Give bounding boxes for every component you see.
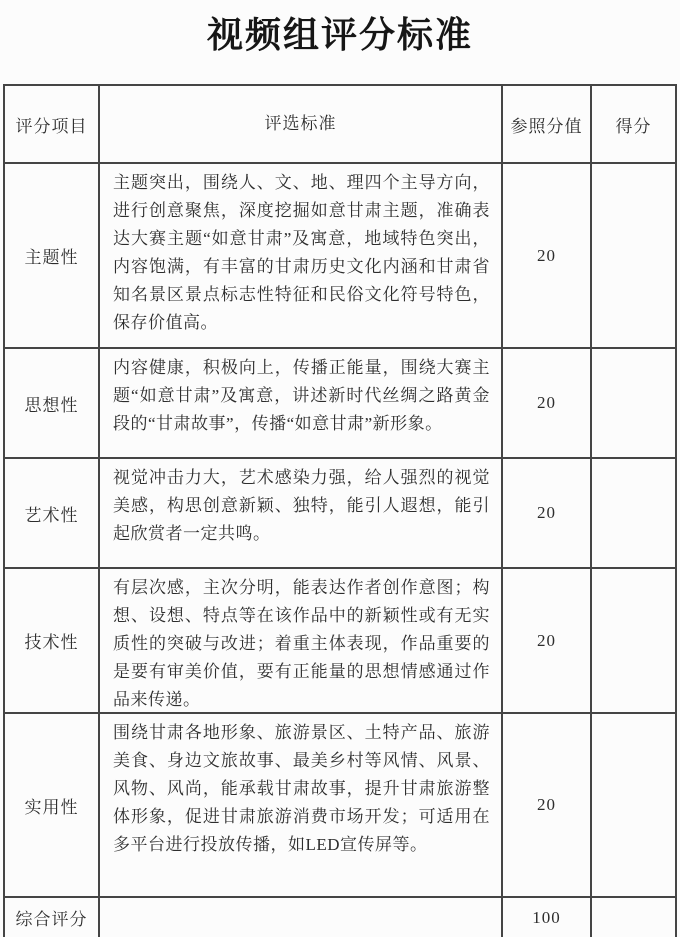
- ref-score-cell: 20: [503, 714, 592, 896]
- ref-score-cell: 100: [503, 898, 592, 937]
- score-cell: [592, 164, 675, 347]
- table-row: [5, 569, 675, 714]
- header-ref-score: 参照分值: [503, 86, 592, 162]
- table-row: [5, 349, 675, 459]
- criteria-cell: 围绕甘肃各地形象、旅游景区、土特产品、旅游美食、身边文旅故事、最美乡村等风情、风景、风物、风尚，能承载甘肃故事，提升甘肃旅游整体形象，促进甘肃旅游消费市场开发；可适用在多平台进行投放传播，如LED宣传屏等。: [100, 714, 503, 896]
- score-cell: [592, 898, 675, 937]
- table-row: [5, 164, 675, 349]
- header-score: 得分: [615, 116, 652, 136]
- ref-score-cell: 20: [503, 164, 592, 347]
- item-cell: 实用性: [5, 714, 100, 896]
- criteria-cell: [100, 898, 503, 937]
- ref-score-cell: 20: [503, 349, 592, 457]
- criteria-cell: 视觉冲击力大，艺术感染力强，给人强烈的视觉美感，构思创意新颖、独特，能引人遐想，能引起欣赏者一定共鸣。: [100, 459, 503, 567]
- table-row: [5, 459, 675, 569]
- criteria-cell: 有层次感，主次分明，能表达作者创作意图；构想、设想、特点等在该作品中的新颖性或有无实质性的突破与改进；着重主体表现，作品重要的是要有审美价值，要有正能量的思想情感通过作品来传递。: [100, 569, 503, 712]
- table-header-row: [5, 86, 675, 164]
- score-cell: [592, 569, 675, 712]
- item-cell: 思想性: [5, 349, 100, 457]
- criteria-cell: 内容健康，积极向上，传播正能量，围绕大赛主题“如意甘肃”及寓意，讲述新时代丝绸之路黄金段的“甘肃故事”，传播“如意甘肃”新形象。: [100, 349, 503, 457]
- header-criteria: 评选标准: [100, 86, 503, 162]
- item-cell: 技术性: [5, 569, 100, 712]
- ref-score-cell: 20: [503, 569, 592, 712]
- page-title: 视频组评分标准: [206, 14, 473, 55]
- item-cell: 艺术性: [5, 459, 100, 567]
- table-row: [5, 898, 675, 937]
- score-cell: [592, 459, 675, 567]
- score-cell: [592, 714, 675, 896]
- header-score-item: 评分项目: [5, 86, 100, 162]
- table-row: [5, 714, 675, 898]
- item-cell: 综合评分: [5, 898, 100, 937]
- ref-score-cell: 20: [503, 459, 592, 567]
- criteria-cell: 主题突出，围绕人、文、地、理四个主导方向，进行创意聚焦，深度挖掘如意甘肃主题，准确表达大赛主题“如意甘肃”及寓意，地域特色突出，内容饱满，有丰富的甘肃历史文化内涵和甘肃省知名景区景点标志性特征和民俗文化符号特色，保存价值高。: [100, 164, 503, 347]
- scoring-table: [3, 84, 677, 937]
- score-cell: [592, 349, 675, 457]
- item-cell: 主题性: [5, 164, 100, 347]
